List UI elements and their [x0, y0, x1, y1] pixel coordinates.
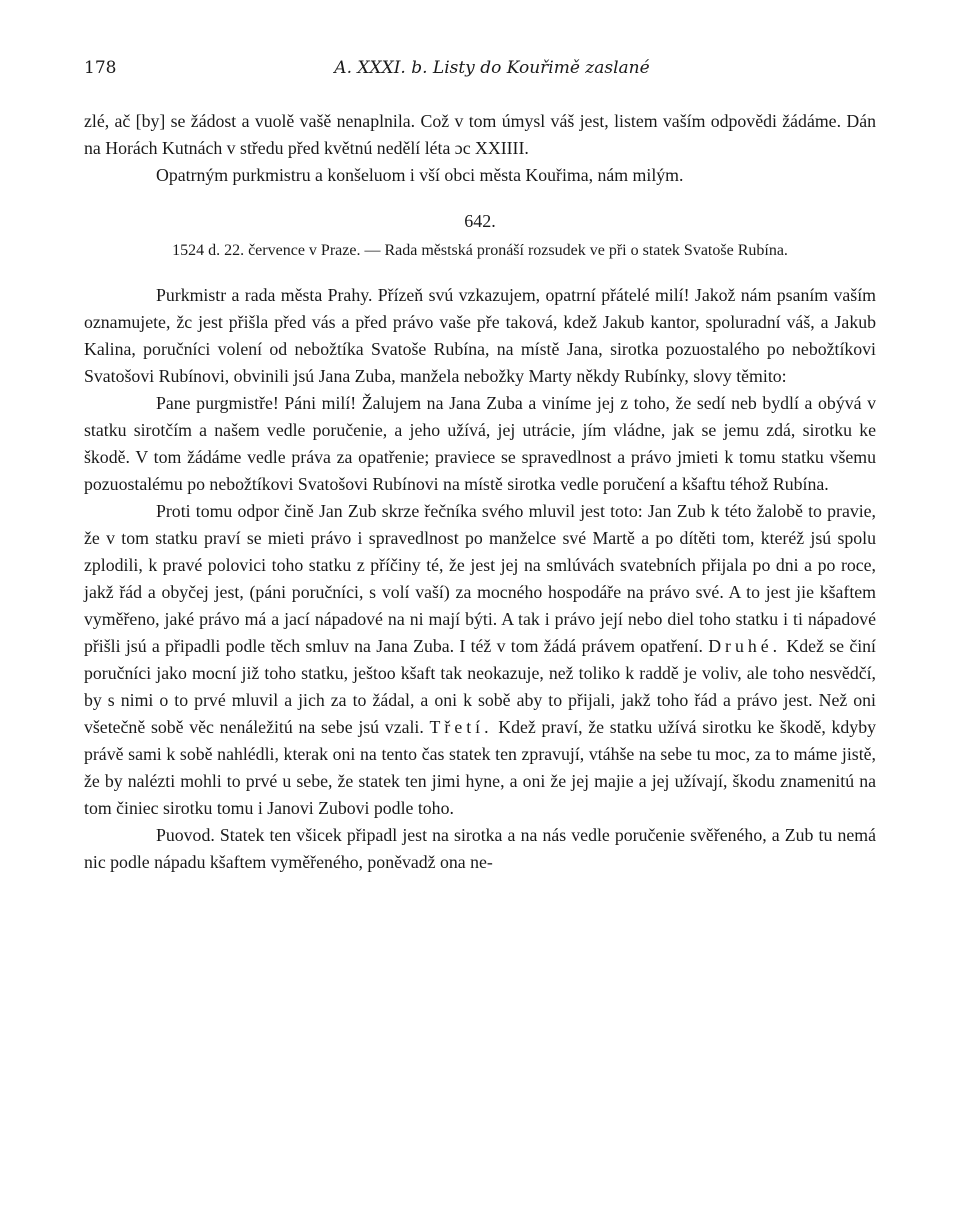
document-page: [84, 58, 876, 876]
page-header: [84, 58, 876, 88]
continuation-text: zlé, ač [by] se žádost a vuolě vašě nenaplnila. Což v tom úmysl váš jest, listem vaším odpovědi žádáme. Dán na Horách Kutnách v středu před květnú nedělí léta ɔc XXIIII.: [84, 111, 876, 158]
document-number: 642.: [464, 211, 496, 231]
paragraph-complaint: Pane purgmistře! Páni milí! Žalujem na Jana Zuba a viníme jej z toho, že sedí neb bydlí a obývá v statku sirotčím a našem vedle poručenie, a jeho užívá, jej utrácie, jím vládne, jak se jemu zdá, sirotku ke škodě. V tom žádáme vedle práva za opatřenie; praviece se spravedlnost a právo jmieti k tomu statku všemu pozuostalému po nebožtíkovi Svatošovi Rubínovi na místě sirotka vedle poručení a kšaftu téhož Rubína.: [84, 393, 876, 494]
paragraph-defense: [84, 498, 876, 822]
defense-part-2: Kdež se činí poručníci jako mocní již toho statku, ještoo kšaft tak neokazuje, než toliko k raddě je voliv, ale toho nesvědčí, by s nimi o to prvé mluvil a jich za to žádal, a oni k sobě aby to přijali, jakž toho řád a právo jest. Než oni všetečně sobě věc nenáležitú na sebe jsú vzali.: [84, 636, 876, 737]
document-regest: 1524 d. 22. července v Praze. — Rada městská pronáší rozsudek ve při o statek Svatoše Rubína.: [172, 242, 788, 259]
defense-part-3: Kdež praví, že statku užívá sirotku ke škodě, kdyby právě sami k sobě nahlédli, kterak oni na tento čas statek ten zpravují, vtáhše na sebe tu moc, za to máme jistě, že by nalézti mohli to prvé u sebe, že statek ten jimi hyne, a oni že jej majie a jej užívají, škodu znamenitú na tom činiec sirotku tomu i Janovi Zubovi podle toho.: [84, 717, 876, 818]
letter-address: Opatrným purkmistru a konšeluom i vší obci města Kouřima, nám milým.: [156, 165, 684, 185]
paragraph-plaintiff-reply: Puovod. Statek ten všicek připadl jest na sirotka a na nás vedle poručenie svěřeného, a Zub tu nemá nic podle nápadu kšaftem vyměřeného, poněvadž ona ne-: [84, 825, 876, 872]
heading-druhe: Druhé.: [708, 636, 782, 656]
page-number: 178: [84, 58, 117, 78]
paragraph-salutation: Purkmistr a rada města Prahy. Přízeň svú vzkazujem, opatrní přátelé milí! Jakož nám psaním vaším oznamujete, žc jest přišla před vás a před právo vaše pře taková, kdež Jakub kantor, spoluradní váš, a Jakub Kalina, poručníci volení od nebožtíka Svatoše Rubína, na místě Jana, sirotka pozuostalého po nebožtíkovi Svatošovi Rubínovi, obvinili jsú Jana Zuba, manžela nebožky Marty někdy Rubínky, slovy těmito:: [84, 285, 876, 386]
defense-part-1: Proti tomu odpor čině Jan Zub skrze řečníka svého mluvil jest toto: Jan Zub k této žalobě to pravie, že v tom statku praví se mieti právo i spravedlnost po manželce své Martě a po dítěti tom, kteréž jsú spolu zplodili, k pravé polovici toho statku z příčiny té, že jest jej na smlúvách svatebních přijala po dni a po roce, jakž řád a obyčej jest, (páni poručníci, s volí vaší) za mocného hospodáře na právo své. A to jest jie kšaftem vyměřeno, jaké právo má a jací nápadové na ni mají býti. A tak i právo její nebo diel toho statku i ti nápadové přišli jsú a připadli podle těch smluv na Jana Zuba. I též v tom žádá právem opatření.: [84, 501, 876, 656]
running-title: A. XXXI. b. Listy do Kouřimě zaslané: [334, 58, 650, 78]
heading-treti: Třetí.: [429, 717, 493, 737]
